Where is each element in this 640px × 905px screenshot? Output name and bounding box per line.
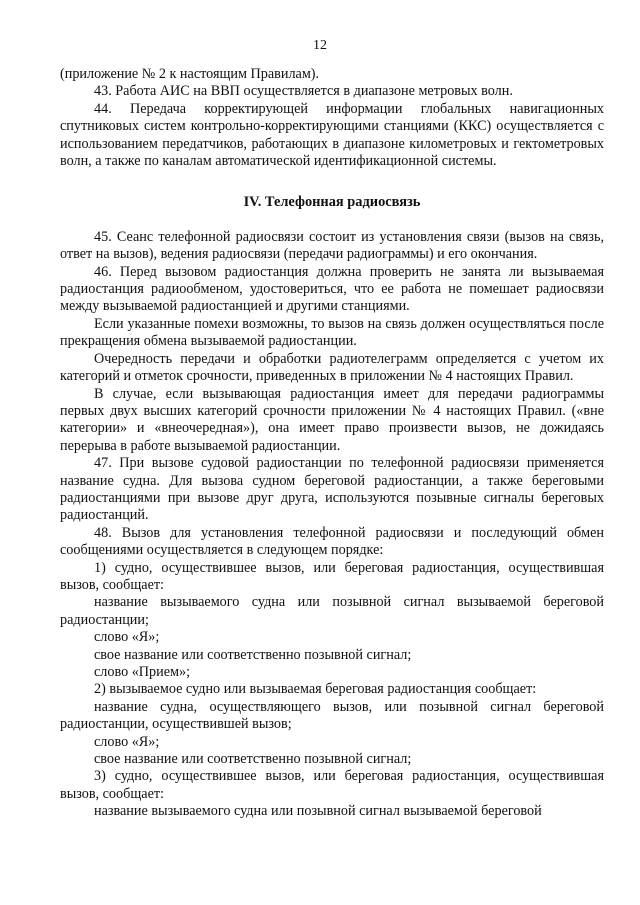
paragraph-44: 44. Передача корректирующей информации глобальных навигационных спутниковых систем контрольно-корректирующими станциями (ККС) осуществляется с использованием передатчиков, работающих в диапазоне километровых и гектометровых волн, а также по каналам автоматической идентификационной системы. [60,100,604,170]
paragraph-47: 47. При вызове судовой радиостанции по телефонной радиосвязи применяется название судна. Для вызова судном береговой радиостанции, а также береговыми радиостанциями при вызове друг друга, используются позывные сигналы береговых радиостанций. [60,455,604,524]
list-item-1: 1) судно, осуществившее вызов, или береговая радиостанция, осуществившая вызов, сообщает: [60,559,604,593]
list-item-3: 3) судно, осуществившее вызов, или береговая радиостанция, осуществившая вызов, сообщает: [60,768,604,802]
paragraph-46-order: Очередность передачи и обработки радиотелеграмм определяется с учетом их категорий и отметок срочности, приведенных в приложении № 4 настоящих Правил. [60,350,604,385]
paragraph-continuation: (приложение № 2 к настоящим Правилам). [60,66,320,82]
list-item-1-own-name: свое название или соответственно позывной сигнал; [94,646,412,663]
list-item-1-word-priem: слово «Прием»; [94,664,191,680]
list-item-1-callee: название вызываемого судна или позывной сигнал вызываемой береговой радиостанции; [60,594,604,628]
list-item-2-word-ya: слово «Я»; [94,733,160,750]
document-body [60,66,604,821]
list-item-1-word-ya: слово «Я»; [94,629,160,646]
list-item-3-callee: название вызываемого судна или позывной сигнал вызываемой береговой [94,803,542,820]
list-item-2-caller: название судна, осуществляющего вызов, или позывной сигнал береговой радиостанции, осуществившей вызов; [60,698,604,733]
paragraph-48: 48. Вызов для установления телефонной радиосвязи и последующий обмен сообщениями осуществляется в следующем порядке: [60,524,604,559]
page-number: 12 [313,38,327,53]
paragraph-46-urgent: В случае, если вызывающая радиостанция имеет для передачи радиограммы первых двух высших категорий срочности приложении № 4 настоящих Правил. («вне категории» и «внеочередная»), она имеет право произвести вызов, не дожидаясь перерыва в работе вызываемой радиостанции. [60,385,604,454]
paragraph-46-interference: Если указанные помехи возможны, то вызов на связь должен осуществляться после прекращения обмена вызываемой радиостанции. [60,315,604,350]
list-item-2: 2) вызываемое судно или вызываемая береговая радиостанция сообщает: [94,681,537,698]
paragraph-43: 43. Работа АИС на ВВП осуществляется в диапазоне метровых волн. [94,83,513,100]
paragraph-46: 46. Перед вызовом радиостанция должна проверить не занята ли вызываемая радиостанция радиообменом, удостовериться, что ее работа не помешает радиосвязи между вызываемой радиостанцией и другими станциями. [60,263,604,315]
section-heading: IV. Телефонная радиосвязь [243,194,421,211]
paragraph-45: 45. Сеанс телефонной радиосвязи состоит из установления связи (вызов на связь, ответ на вызов), ведения радиосвязи (передачи радиограммы) и его окончания. [60,228,604,263]
list-item-2-own-name: свое название или соответственно позывной сигнал; [94,751,412,768]
